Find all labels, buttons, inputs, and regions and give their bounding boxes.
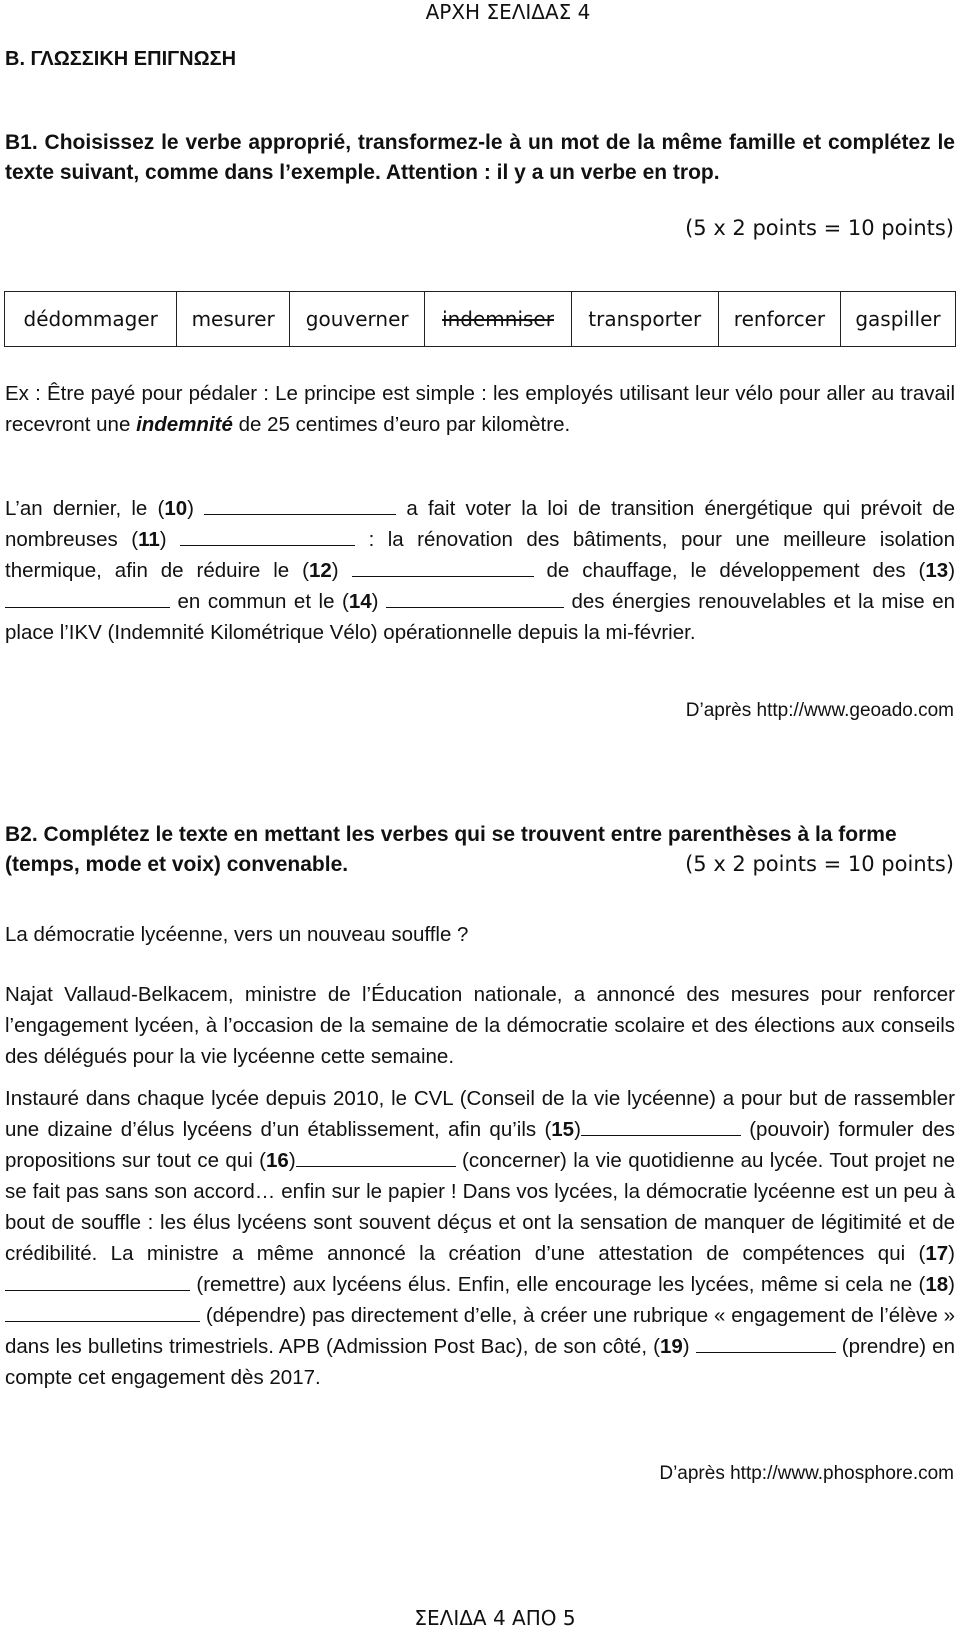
blank-12[interactable] <box>352 558 534 577</box>
verb-cell-example: indemniser <box>425 292 571 347</box>
b2-instruction-text: Complétez le texte en mettant les verbes qui se trouvent entre parenthèses à la forme (temps, mode et voix) convenable. <box>5 823 897 876</box>
gap-number: 14 <box>348 590 372 613</box>
b2-headline: La démocratie lycéenne, vers un nouveau souffle ? <box>5 923 469 946</box>
blank-13[interactable] <box>5 589 170 608</box>
blank-11[interactable] <box>180 527 355 546</box>
gap-number: 12 <box>308 559 332 582</box>
gap-number: 10 <box>164 497 188 520</box>
section-title: Β. ΓΛΩΣΣΙΚΗ ΕΠΙΓΝΩΣΗ <box>5 48 237 70</box>
gap-number: 15 <box>551 1118 575 1141</box>
gap-number: 18 <box>925 1273 949 1296</box>
verb-cell: transporter <box>571 292 718 347</box>
blank-15[interactable] <box>581 1117 741 1136</box>
gap-number: 17 <box>925 1242 949 1265</box>
blank-10[interactable] <box>204 496 396 515</box>
example-answer: indemnité <box>136 413 233 436</box>
b2-label: B2. <box>5 823 38 846</box>
verb-cell: gouverner <box>289 292 425 347</box>
b1-instruction-text: Choisissez le verbe approprié, transformez-le à un mot de la même famille et complétez le texte suivant, comme dans l’exemple. Attention : il y a un verbe en trop. <box>5 131 955 184</box>
verb-table <box>4 291 956 347</box>
verb-cell: gaspiller <box>841 292 956 347</box>
page-header: ΑΡΧΗ ΣΕΛΙΔΑΣ 4 <box>425 0 591 24</box>
gap-number: 16 <box>266 1149 289 1172</box>
gap-number: 11 <box>138 528 160 551</box>
b1-text: L’an dernier, le (10) a fait voter la loi de transition énergétique qui prévoit de nombreuses (11) : la rénovation des bâtiments, pour une meilleure isolation thermique, afin de réduire le (12) de chauffage, le développement des (13) en commun et le (14) des énergies renouvelables et la mise en place l’IKV (Indemnité Kilométrique Vélo) opérationnelle depuis la mi-février. <box>5 497 956 644</box>
verb-cell: dédommager <box>5 292 177 347</box>
verb-cell: renforcer <box>718 292 840 347</box>
b2-paragraph-1: Najat Vallaud-Belkacem, ministre de l’Éducation nationale, a annoncé des mesures pour renforcer l’engagement lycéen, à l’occasion de la semaine de la démocratie scolaire et des élections aux conseils des délégués pour la vie lycéenne cette semaine. <box>5 983 955 1068</box>
gap-number: 13 <box>925 559 949 582</box>
b1-instruction <box>5 128 955 188</box>
blank-16[interactable] <box>296 1148 456 1167</box>
gap-number: 19 <box>659 1335 683 1358</box>
b1-points: (5 x 2 points = 10 points) <box>685 216 954 240</box>
blank-19[interactable] <box>696 1334 836 1353</box>
verb-cell: mesurer <box>177 292 290 347</box>
blank-18[interactable] <box>5 1303 200 1322</box>
b2-points: (5 x 2 points = 10 points) <box>685 852 954 876</box>
page-footer: ΣΕΛΙΔΑ 4 ΑΠΟ 5 <box>414 1606 576 1630</box>
b2-paragraph-2: Instauré dans chaque lycée depuis 2010, le CVL (Conseil de la vie lycéenne) a pour but de rassembler une dizaine d’élus lycéens d’un établissement, afin qu’ils (15) (pouvoir) formuler des propositions sur tout ce qui (16) (concerner) la vie quotidienne au lycée. Tout projet ne se fait pas sans son accord… enfin sur le papier ! Dans vos lycées, la démocratie lycéenne est un peu à bout de souffle : les élus lycéens sont souvent déçus et ont la sensation de manquer de légitimité et de crédibilité. La ministre a même annoncé la création d’une attestation de compétences qui (17) (remettre) aux lycéens élus. Enfin, elle encourage les lycées, même si cela ne (18) (dépendre) pas directement d’elle, à créer une rubrique « engagement de l’élève » dans les bulletins trimestriels. APB (Admission Post Bac), de son côté, (19) (prendre) en compte cet engagement dès 2017. <box>5 1087 955 1389</box>
b1-label: B1. <box>5 131 38 154</box>
blank-14[interactable] <box>386 589 564 608</box>
b1-example: Ex : Être payé pour pédaler : Le principe est simple : les employés utilisant leur vélo pour aller au travail recevront une indemnité de 25 centimes d’euro par kilomètre. <box>5 382 955 436</box>
blank-17[interactable] <box>5 1272 190 1291</box>
b1-source: D’après http://www.geoado.com <box>685 700 954 721</box>
b2-source: D’après http://www.phosphore.com <box>659 1463 954 1484</box>
